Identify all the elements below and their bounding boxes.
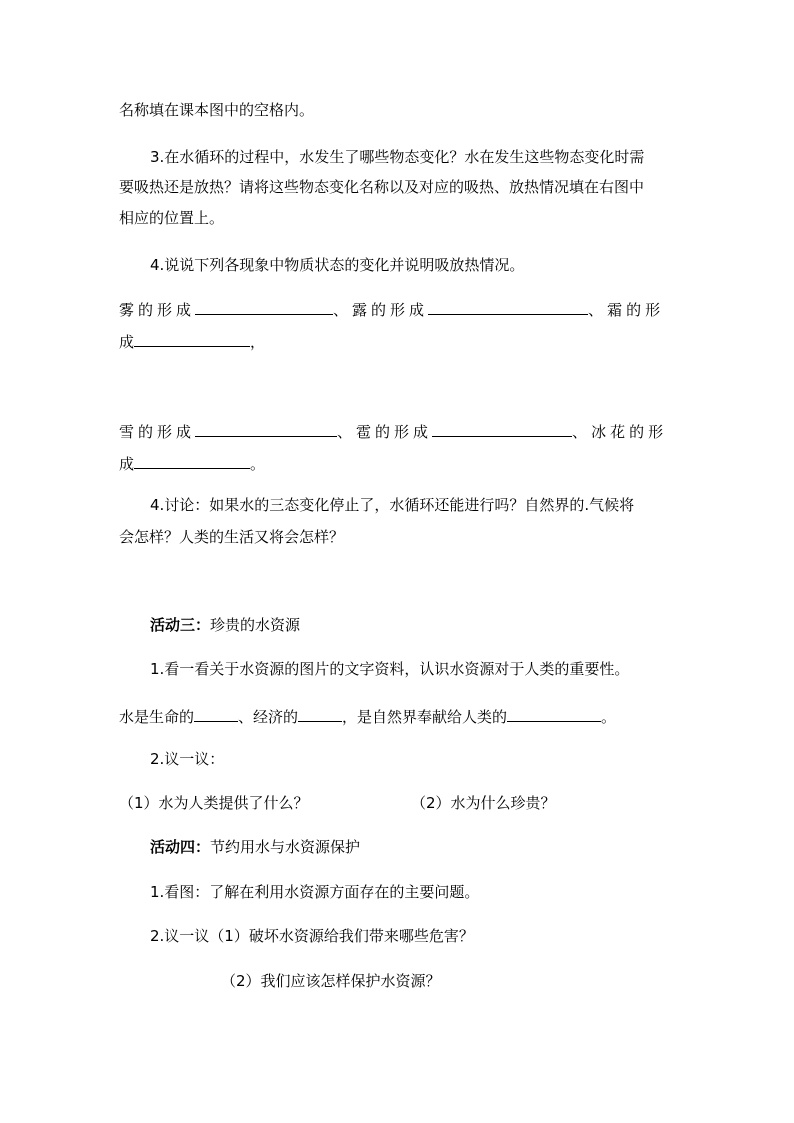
separator: 、 (572, 423, 592, 441)
activity-3-item-1: 1.看一看关于水资源的图片的文字资料，认识水资源对于人类的重要性。 (150, 660, 630, 678)
punct-period: 。 (250, 455, 266, 473)
ice-flower-label: 冰花的形 (591, 423, 668, 441)
text-line-top: 名称填在课本图中的空格内。 (119, 101, 315, 119)
fill-text-1: 水是生命的 (119, 708, 195, 726)
discussion-line-2: 会怎样？人类的生活又将会怎样？ (119, 528, 345, 546)
snow-answer-blank[interactable] (195, 420, 337, 437)
question-3-line-2: 要吸热还是放热？请将这些物态变化名称以及对应的吸热、放热情况填在右图中 (119, 178, 645, 196)
dew-label: 露的形成 (352, 301, 429, 319)
activity-4-item-1: 1.看图：了解在利用水资源方面存在的主要问题。 (150, 883, 480, 901)
separator: 、 (588, 301, 608, 319)
activity-4-heading (150, 837, 360, 857)
frost-answer-blank[interactable] (134, 330, 250, 347)
fog-answer-blank[interactable] (195, 298, 333, 315)
text-cheng: 成 (119, 455, 135, 473)
water-importance-fill (119, 705, 616, 727)
discussion-sub-1: （1）水为人类提供了什么？ (119, 794, 309, 812)
phenomena-row-2-cont (119, 452, 265, 474)
question-4-prompt: 4.说说下列各现象中物质状态的变化并说明吸放热情况。 (150, 256, 525, 274)
frost-label: 霜的形 (607, 301, 665, 319)
phenomena-row-2 (119, 420, 667, 442)
activity-4-item-2b: （2）我们应该怎样保护水资源？ (221, 972, 441, 990)
activity-3-label: 活动三： (150, 616, 211, 634)
activity-4-title: 节约用水与水资源保护 (210, 838, 361, 856)
question-3-line-3: 相应的位置上。 (119, 209, 225, 227)
text-cheng: 成 (119, 333, 135, 351)
snow-label: 雪的形成 (119, 423, 196, 441)
fog-label: 雾的形成 (119, 301, 196, 319)
economy-answer-blank[interactable] (298, 705, 342, 722)
activity-3-heading (150, 615, 300, 635)
separator: 、 (337, 423, 357, 441)
ice-flower-answer-blank[interactable] (134, 452, 250, 469)
fill-text-3: ，是自然界奉献给人类的 (342, 708, 508, 726)
activity-3-item-2: 2.议一议： (150, 750, 225, 768)
gift-answer-blank[interactable] (507, 705, 601, 722)
hail-label: 雹的形成 (356, 423, 433, 441)
discussion-line-1: 4.讨论：如果水的三态变化停止了，水循环还能进行吗？自然界的.气候将 (150, 496, 635, 514)
activity-4-item-2: 2.议一议（1）破坏水资源给我们带来哪些危害？ (150, 927, 474, 945)
punct-comma: ， (250, 333, 266, 351)
separator: 、 (333, 301, 353, 319)
activity-4-label: 活动四： (150, 838, 211, 856)
phenomena-row-1 (119, 298, 664, 320)
fill-text-4: 。 (601, 708, 617, 726)
fill-text-2: 、经济的 (238, 708, 299, 726)
hail-answer-blank[interactable] (432, 420, 572, 437)
question-3-line-1: 3.在水循环的过程中，水发生了哪些物态变化？水在发生这些物态变化时需 (150, 148, 645, 166)
activity-3-title: 珍贵的水资源 (210, 616, 301, 634)
phenomena-row-1-cont (119, 330, 265, 352)
dew-answer-blank[interactable] (428, 298, 588, 315)
life-answer-blank[interactable] (194, 705, 238, 722)
discussion-sub-2: （2）水为什么珍贵？ (411, 794, 556, 812)
